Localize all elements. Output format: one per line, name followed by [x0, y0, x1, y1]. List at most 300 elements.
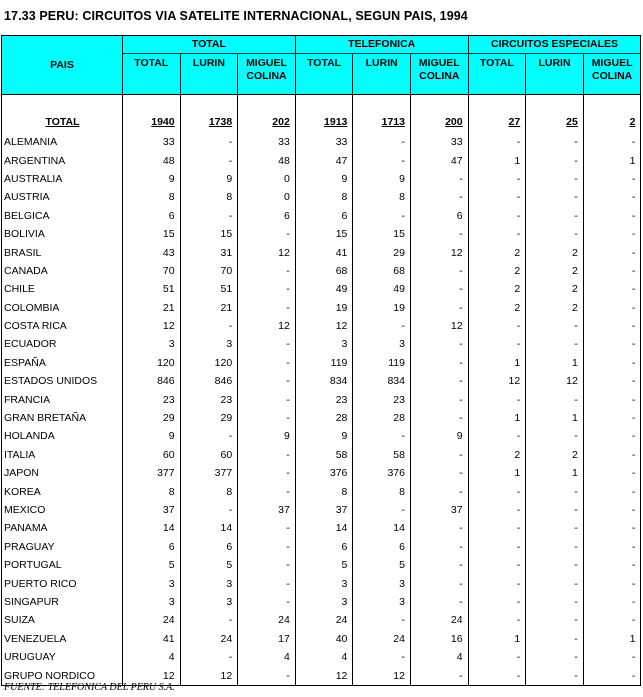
country-name: MEXICO [2, 501, 123, 519]
table-cell: - [410, 280, 468, 298]
country-name: COLOMBIA [2, 299, 123, 317]
table-cell: 9 [295, 427, 353, 445]
table-cell: - [583, 299, 641, 317]
total-cell: 27 [468, 111, 526, 133]
table-cell: 60 [180, 446, 238, 464]
table-cell: 846 [180, 372, 238, 390]
table-cell: 834 [295, 372, 353, 390]
table-cell: - [238, 574, 296, 592]
table-row [2, 299, 641, 317]
table-cell: - [526, 390, 584, 408]
table-cell: 119 [295, 354, 353, 372]
header-sub-lurin: LURIN [526, 54, 584, 95]
table-row [2, 280, 641, 298]
table-cell: - [180, 427, 238, 445]
table-cell: 51 [180, 280, 238, 298]
table-cell: 33 [123, 133, 181, 151]
table-cell: 3 [123, 335, 181, 353]
table-cell: - [468, 188, 526, 206]
table-cell: 377 [180, 464, 238, 482]
table-cell: 68 [353, 262, 411, 280]
total-cell: 200 [410, 111, 468, 133]
table-cell: 12 [295, 317, 353, 335]
table-body [2, 95, 641, 686]
table-cell: - [410, 299, 468, 317]
table-cell: 3 [295, 335, 353, 353]
table-cell: - [583, 133, 641, 151]
table-cell: 9 [353, 170, 411, 188]
table-cell: - [526, 666, 584, 685]
table-cell: 68 [295, 262, 353, 280]
table-cell: 4 [295, 648, 353, 666]
table-cell: 49 [295, 280, 353, 298]
table-cell: - [180, 151, 238, 169]
table-cell: 1 [583, 630, 641, 648]
table-row [2, 390, 641, 408]
table-row [2, 538, 641, 556]
table-cell: 1 [526, 409, 584, 427]
table-cell: - [410, 225, 468, 243]
table-cell: - [583, 574, 641, 592]
table-cell: 14 [295, 519, 353, 537]
table-cell: 0 [238, 170, 296, 188]
table-cell: 70 [180, 262, 238, 280]
table-cell: 1 [468, 464, 526, 482]
table-cell: 49 [353, 280, 411, 298]
table-cell: 47 [295, 151, 353, 169]
table-cell: - [526, 574, 584, 592]
table-cell: - [410, 593, 468, 611]
table-cell: - [583, 335, 641, 353]
table-cell: 31 [180, 243, 238, 261]
table-cell: - [526, 519, 584, 537]
table-cell: 12 [123, 666, 181, 685]
table-cell: 377 [123, 464, 181, 482]
table-cell: 5 [180, 556, 238, 574]
country-name: CHILE [2, 280, 123, 298]
table-cell: - [583, 409, 641, 427]
table-cell: - [180, 317, 238, 335]
total-cell: 1913 [295, 111, 353, 133]
table-cell: - [410, 170, 468, 188]
table-cell: 6 [295, 538, 353, 556]
table-cell: 19 [295, 299, 353, 317]
table-cell: 1 [583, 151, 641, 169]
country-name: SINGAPUR [2, 593, 123, 611]
table-row [2, 409, 641, 427]
table-row [2, 188, 641, 206]
table-cell: - [238, 482, 296, 500]
table-cell: 14 [353, 519, 411, 537]
table-cell: 3 [353, 593, 411, 611]
table-row [2, 151, 641, 169]
header-sub-miguel-colina: MIGUEL COLINA [238, 54, 296, 95]
table-cell: - [468, 501, 526, 519]
table-cell: 3 [353, 574, 411, 592]
table-cell: - [238, 538, 296, 556]
table-cell: 1 [526, 354, 584, 372]
table-cell: 58 [353, 446, 411, 464]
table-cell: - [238, 390, 296, 408]
table-cell: 12 [123, 317, 181, 335]
table-cell: - [526, 207, 584, 225]
table-cell: - [353, 207, 411, 225]
table-row [2, 482, 641, 500]
table-cell: 5 [295, 556, 353, 574]
table-cell: 37 [238, 501, 296, 519]
table-cell: - [583, 207, 641, 225]
table-cell: - [238, 262, 296, 280]
country-name: PORTUGAL [2, 556, 123, 574]
table-cell: 4 [238, 648, 296, 666]
table-cell: 48 [123, 151, 181, 169]
table-cell: 120 [123, 354, 181, 372]
table-cell: 23 [353, 390, 411, 408]
table-cell: - [468, 574, 526, 592]
table-cell: 12 [410, 317, 468, 335]
table-cell: - [238, 446, 296, 464]
header-sub-miguel-colina: MIGUEL COLINA [583, 54, 641, 95]
table-cell: 24 [353, 630, 411, 648]
table-cell: 3 [123, 593, 181, 611]
table-cell: - [410, 574, 468, 592]
table-cell: 3 [295, 574, 353, 592]
table-cell: 2 [468, 262, 526, 280]
total-cell: 1940 [123, 111, 181, 133]
table-cell: - [180, 611, 238, 629]
table-cell: - [526, 556, 584, 574]
table-cell: - [583, 648, 641, 666]
header-sub-total: TOTAL [123, 54, 181, 95]
table-cell: - [410, 519, 468, 537]
table-row [2, 519, 641, 537]
table-cell: 15 [123, 225, 181, 243]
table-cell: - [410, 556, 468, 574]
table-row [2, 427, 641, 445]
table-cell: 1 [468, 630, 526, 648]
header-sub-total: TOTAL [468, 54, 526, 95]
table-cell: 28 [295, 409, 353, 427]
table-row [2, 446, 641, 464]
country-name: FRANCIA [2, 390, 123, 408]
table-cell: 23 [295, 390, 353, 408]
table-cell: - [468, 519, 526, 537]
table-row [2, 501, 641, 519]
table-cell: - [468, 611, 526, 629]
table-cell: 24 [410, 611, 468, 629]
total-row-label: TOTAL [2, 111, 123, 133]
table-cell: - [583, 390, 641, 408]
table-cell: 8 [180, 188, 238, 206]
table-cell: 24 [123, 611, 181, 629]
table-cell: 8 [123, 188, 181, 206]
table-cell: 2 [526, 243, 584, 261]
country-name: BOLIVIA [2, 225, 123, 243]
country-name: JAPON [2, 464, 123, 482]
table-cell: 51 [123, 280, 181, 298]
table-cell: 16 [410, 630, 468, 648]
table-cell: - [526, 482, 584, 500]
table-cell: 15 [180, 225, 238, 243]
table-cell: - [353, 648, 411, 666]
table-cell: 48 [238, 151, 296, 169]
table-cell: - [238, 519, 296, 537]
table-cell: - [468, 225, 526, 243]
table-cell: 12 [238, 243, 296, 261]
table-cell: 2 [526, 446, 584, 464]
table-cell: - [526, 188, 584, 206]
country-name: ECUADOR [2, 335, 123, 353]
table-cell: 846 [123, 372, 181, 390]
table-cell: 43 [123, 243, 181, 261]
table-cell: 8 [180, 482, 238, 500]
table-cell: - [468, 482, 526, 500]
table-cell: 29 [353, 243, 411, 261]
total-cell: 25 [526, 111, 584, 133]
table-cell: - [410, 538, 468, 556]
table-cell: 58 [295, 446, 353, 464]
country-name: BELGICA [2, 207, 123, 225]
table-cell: 834 [353, 372, 411, 390]
table-cell: 9 [238, 427, 296, 445]
country-name: ALEMANIA [2, 133, 123, 151]
table-cell: 6 [410, 207, 468, 225]
table-row [2, 630, 641, 648]
table-cell: 12 [180, 666, 238, 685]
table-cell: - [468, 427, 526, 445]
table-cell: - [353, 151, 411, 169]
table-cell: 8 [295, 188, 353, 206]
table-cell: 376 [353, 464, 411, 482]
table-row [2, 354, 641, 372]
table-cell: - [468, 170, 526, 188]
table-cell: 6 [295, 207, 353, 225]
table-cell: - [468, 666, 526, 685]
table-cell: - [468, 317, 526, 335]
table-cell: - [526, 427, 584, 445]
table-cell: - [583, 317, 641, 335]
table-row [2, 243, 641, 261]
table-cell: - [583, 556, 641, 574]
total-row [2, 111, 641, 133]
spacer-row [2, 95, 641, 112]
table-cell: 8 [123, 482, 181, 500]
table-cell: - [583, 501, 641, 519]
table-cell: 120 [180, 354, 238, 372]
table-cell: - [238, 354, 296, 372]
table-cell: 8 [353, 482, 411, 500]
table-cell: - [410, 482, 468, 500]
table-cell: - [410, 354, 468, 372]
table-cell: - [238, 299, 296, 317]
table-cell: 1 [468, 354, 526, 372]
table-cell: - [583, 666, 641, 685]
table-cell: - [410, 188, 468, 206]
header-pais: PAIS [2, 36, 123, 95]
table-cell: 14 [180, 519, 238, 537]
table-cell: - [180, 207, 238, 225]
header-sub-lurin: LURIN [353, 54, 411, 95]
table-row [2, 317, 641, 335]
table-cell: 12 [295, 666, 353, 685]
table-cell: 4 [410, 648, 468, 666]
table-cell: - [583, 262, 641, 280]
country-name: GRAN BRETAÑA [2, 409, 123, 427]
table-cell: 2 [468, 243, 526, 261]
table-cell: 376 [295, 464, 353, 482]
table-cell: 1 [468, 409, 526, 427]
table-cell: - [583, 482, 641, 500]
table-cell: - [583, 188, 641, 206]
table-cell: 119 [353, 354, 411, 372]
table-cell: - [526, 151, 584, 169]
table-cell: - [526, 335, 584, 353]
table-cell: 2 [526, 299, 584, 317]
table-cell: - [583, 170, 641, 188]
country-name: URUGUAY [2, 648, 123, 666]
table-cell: 33 [410, 133, 468, 151]
table-row [2, 372, 641, 390]
table-cell: - [238, 372, 296, 390]
table-cell: - [353, 133, 411, 151]
table-cell: - [468, 556, 526, 574]
table-cell: - [410, 464, 468, 482]
header-group-telefonica: TELEFONICA [295, 36, 468, 54]
table-cell: 37 [123, 501, 181, 519]
country-name: SUIZA [2, 611, 123, 629]
table-cell: - [238, 464, 296, 482]
country-name: PRAGUAY [2, 538, 123, 556]
table-cell: - [583, 538, 641, 556]
table-cell: 12 [238, 317, 296, 335]
table-row [2, 133, 641, 151]
table-cell: - [526, 170, 584, 188]
table-cell: - [583, 464, 641, 482]
table-cell: 29 [180, 409, 238, 427]
source-note: FUENTE: TELEFONICA DEL PERU S.A. [4, 682, 175, 693]
table-cell: 3 [295, 593, 353, 611]
total-cell: 1738 [180, 111, 238, 133]
table-cell: - [410, 372, 468, 390]
table-cell: 37 [410, 501, 468, 519]
table-cell: - [583, 243, 641, 261]
country-name: ITALIA [2, 446, 123, 464]
table-cell: - [526, 501, 584, 519]
table-cell: - [583, 446, 641, 464]
table-cell: 3 [180, 335, 238, 353]
table-cell: 6 [123, 207, 181, 225]
table-cell: 14 [123, 519, 181, 537]
table-cell: - [468, 648, 526, 666]
table-row [2, 611, 641, 629]
table-cell: - [583, 593, 641, 611]
table-cell: - [468, 207, 526, 225]
circuits-table [1, 35, 641, 686]
table-cell: 4 [123, 648, 181, 666]
country-name: AUSTRALIA [2, 170, 123, 188]
table-cell: 3 [180, 574, 238, 592]
table-cell: - [526, 593, 584, 611]
total-cell: 1713 [353, 111, 411, 133]
country-name: KOREA [2, 482, 123, 500]
table-cell: - [238, 556, 296, 574]
table-cell: - [180, 133, 238, 151]
table-cell: 12 [468, 372, 526, 390]
header-group-circuitos-especiales: CIRCUITOS ESPECIALES [468, 36, 641, 54]
table-cell: - [238, 409, 296, 427]
table-cell: 15 [295, 225, 353, 243]
table-cell: - [468, 593, 526, 611]
table-cell: 2 [468, 280, 526, 298]
table-cell: - [526, 648, 584, 666]
table-cell: 70 [123, 262, 181, 280]
table-cell: 17 [238, 630, 296, 648]
total-cell: 202 [238, 111, 296, 133]
table-cell: - [468, 335, 526, 353]
header-group-total: TOTAL [123, 36, 296, 54]
table-row [2, 225, 641, 243]
table-row [2, 648, 641, 666]
country-name: BRASIL [2, 243, 123, 261]
table-row [2, 262, 641, 280]
table-cell: - [583, 519, 641, 537]
table-cell: - [353, 611, 411, 629]
country-name: ARGENTINA [2, 151, 123, 169]
table-cell: 0 [238, 188, 296, 206]
table-cell: - [526, 611, 584, 629]
table-row [2, 207, 641, 225]
table-cell: 9 [295, 170, 353, 188]
table-cell: - [180, 501, 238, 519]
header-sub-miguel-colina: MIGUEL COLINA [410, 54, 468, 95]
table-cell: 5 [353, 556, 411, 574]
country-name: ESTADOS UNIDOS [2, 372, 123, 390]
table-cell: - [468, 390, 526, 408]
table-cell: 12 [526, 372, 584, 390]
table-cell: 21 [123, 299, 181, 317]
table-cell: 24 [238, 611, 296, 629]
country-name: COSTA RICA [2, 317, 123, 335]
table-cell: - [583, 372, 641, 390]
table-cell: 15 [353, 225, 411, 243]
header-sub-total: TOTAL [295, 54, 353, 95]
country-name: PANAMA [2, 519, 123, 537]
table-cell: - [583, 611, 641, 629]
table-cell: - [410, 446, 468, 464]
table-row [2, 556, 641, 574]
table-cell: 41 [123, 630, 181, 648]
country-name: ESPAÑA [2, 354, 123, 372]
country-name: VENEZUELA [2, 630, 123, 648]
table-cell: - [410, 262, 468, 280]
table-cell: 33 [238, 133, 296, 151]
table-cell: - [526, 225, 584, 243]
table-cell: 29 [123, 409, 181, 427]
country-name: GRUPO NORDICO [2, 666, 123, 685]
table-cell: - [353, 427, 411, 445]
table-cell: 60 [123, 446, 181, 464]
table-cell: 2 [526, 262, 584, 280]
table-cell: - [410, 666, 468, 685]
table-cell: - [410, 409, 468, 427]
table-cell: 21 [180, 299, 238, 317]
table-cell: 2 [468, 299, 526, 317]
table-cell: - [238, 593, 296, 611]
page-title: 17.33 PERU: CIRCUITOS VIA SATELITE INTERNACIONAL, SEGUN PAIS, 1994 [4, 9, 468, 23]
table-row [2, 593, 641, 611]
table-cell: - [526, 630, 584, 648]
table-cell: 3 [123, 574, 181, 592]
